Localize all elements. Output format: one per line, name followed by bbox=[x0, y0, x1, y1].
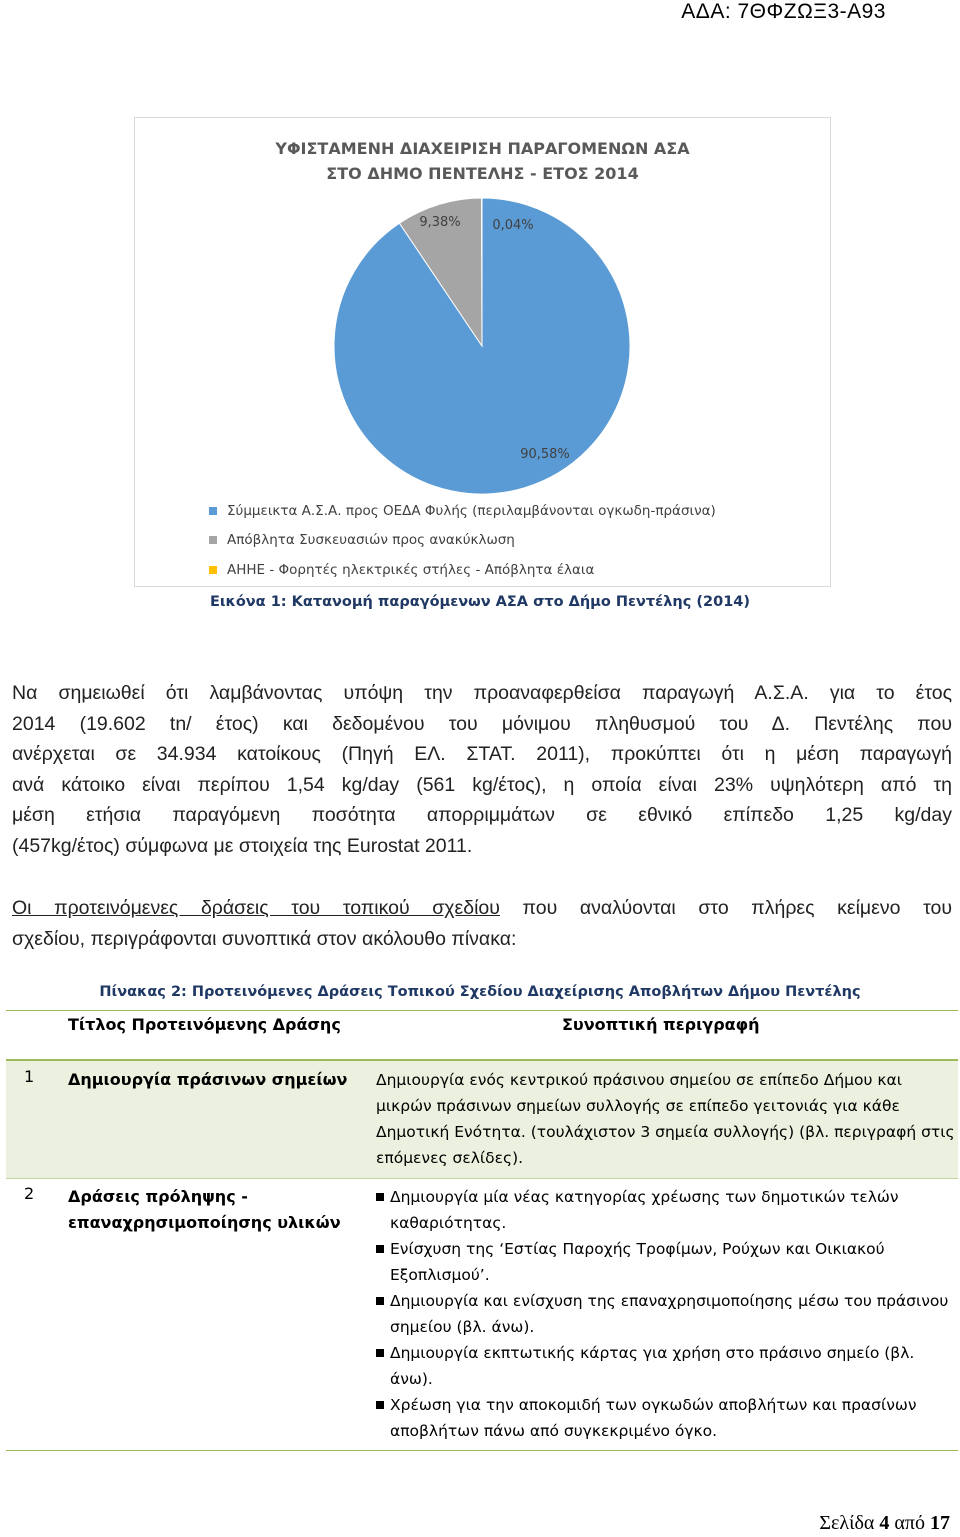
chart-title-line-1: ΥΦΙΣΤΑΜΕΝΗ ΔΙΑΧΕΙΡΙΣΗ ΠΑΡΑΓΟΜΕΝΩΝ ΑΣΑ bbox=[275, 139, 690, 158]
legend-label: Σύμμεικτα Α.Σ.Α. προς ΟΕΔΑ Φυλής (περιλαμβάνονται ογκωδη-πράσινα) bbox=[227, 502, 716, 519]
bullet-item: Δημιουργία εκπτωτικής κάρτας για χρήση στο πράσινο σημείο (βλ. άνω). bbox=[376, 1340, 956, 1392]
paragraph-line: μέση ετήσια παραγόμενη ποσότητα απορριμμάτων σε εθνικό επίπεδο 1,25 kg/day bbox=[12, 804, 952, 826]
table-row bbox=[6, 1178, 958, 1451]
table-caption: Πίνακας 2: Προτεινόμενες Δράσεις Τοπικού Σχεδίου Διαχείρισης Αποβλήτων Δήμου Πεντέλης bbox=[99, 984, 861, 1000]
bullet-item: Δημιουργία μία νέας κατηγορίας χρέωσης των δημοτικών τελών καθαριότητας. bbox=[376, 1184, 956, 1236]
page-footer bbox=[819, 1512, 950, 1535]
legend-swatch bbox=[209, 566, 217, 574]
legend-item bbox=[209, 496, 716, 526]
figure-caption: Εικόνα 1: Κατανομή παραγόμενων ΑΣΑ στο Δήμο Πεντέλης (2014) bbox=[209, 594, 751, 610]
row-number: 2 bbox=[24, 1184, 35, 1203]
action-title: Δημιουργία πράσινων σημείων bbox=[68, 1070, 348, 1089]
document-id: ΑΔΑ: 7ΘΦΖΩΞ3-Α93 bbox=[681, 0, 886, 23]
legend-label: ΑΗΗΕ - Φορητές ηλεκτρικές στήλες - Απόβλητα έλαια bbox=[227, 561, 595, 578]
data-label: 0,04% bbox=[492, 218, 534, 233]
bullet-item: Ενίσχυση της ‘Εστίας Παροχής Τροφίμων, Ρούχων και Οικιακού Εξοπλισμού’. bbox=[376, 1236, 956, 1288]
paragraph-line: (457kg/έτος) σύμφωνα με στοιχεία της Eurostat 2011. bbox=[12, 834, 473, 857]
paragraph-1 bbox=[12, 678, 952, 861]
legend-swatch bbox=[209, 536, 217, 544]
paragraph-text: που αναλύονται στο πλήρες κείμενο του bbox=[499, 897, 953, 919]
page-total: 17 bbox=[930, 1512, 950, 1534]
legend-item bbox=[209, 555, 716, 585]
column-header-description: Συνοπτική περιγραφή bbox=[562, 1015, 760, 1034]
data-label: 90,58% bbox=[520, 447, 570, 462]
row-number: 1 bbox=[24, 1067, 35, 1086]
pie-chart bbox=[134, 117, 831, 587]
bullet-item: Δημιουργία και ενίσχυση της επαναχρησιμοποίησης μέσω του πράσινου σημείου (βλ. άνω). bbox=[376, 1288, 956, 1340]
page-word: Σελίδα bbox=[819, 1512, 875, 1534]
action-description: Δημιουργία ενός κεντρικού πράσινου σημείου σε επίπεδο Δήμου και μικρών πράσινων σημείων συλλογής σε επίπεδο γειτονιάς για κάθε Δημοτική Ενότητα. (τουλάχιστον 3 σημεία συλλογής) (βλ. περιγραφή στις επόμενες σελίδες). bbox=[376, 1071, 955, 1167]
legend-label: Απόβλητα Συσκευασιών προς ανακύκλωση bbox=[227, 532, 515, 549]
paragraph-line: ανέρχεται σε 34.934 κατοίκους (Πηγή ΕΛ. ΣΤΑΤ. 2011), προκύπτει ότι η μέση παραγωγή bbox=[12, 743, 952, 765]
chart-legend bbox=[209, 496, 716, 585]
paragraph-2 bbox=[12, 893, 952, 954]
paragraph-line: 2014 (19.602 tn/ έτος) και δεδομένου του μόνιμου πληθυσμού του Δ. Πεντέλης που bbox=[12, 712, 952, 735]
legend-item bbox=[209, 526, 716, 556]
table-header bbox=[6, 1010, 958, 1062]
of-word: από bbox=[894, 1512, 925, 1534]
table-row bbox=[6, 1061, 958, 1179]
paragraph-line bbox=[12, 893, 952, 924]
action-title: Δράσεις πρόληψης - επαναχρησιμοποίησης υλικών bbox=[68, 1187, 341, 1232]
column-header-title: Τίτλος Προτεινόμενης Δράσης bbox=[68, 1015, 341, 1034]
bullet-item: Χρέωση για την αποκομιδή των ογκωδών αποβλήτων και πρασίνων αποβλήτων πάνω από συγκεκριμένο όγκο. bbox=[376, 1392, 956, 1444]
legend-swatch bbox=[209, 507, 217, 515]
underlined-text: Οι προτεινόμενες δράσεις του τοπικού σχεδίου bbox=[12, 897, 500, 919]
paragraph-line: σχεδίου, περιγράφονται συνοπτικά στον ακόλουθο πίνακα: bbox=[12, 927, 517, 950]
paragraph-line: ανά κάτοικο είναι περίπου 1,54 kg/day (561 kg/έτος), η οποία είναι 23% υψηλότερη από τη bbox=[12, 773, 952, 796]
paragraph-line: Να σημειωθεί ότι λαμβάνοντας υπόψη την προαναφερθείσα παραγωγή Α.Σ.Α. για το έτος bbox=[12, 682, 952, 704]
action-description bbox=[376, 1184, 956, 1444]
data-label: 9,38% bbox=[419, 215, 461, 230]
chart-title-line-2: ΣΤΟ ΔΗΜΟ ΠΕΝΤΕΛΗΣ - ΕΤΟΣ 2014 bbox=[326, 164, 639, 183]
page-number: 4 bbox=[879, 1512, 890, 1534]
